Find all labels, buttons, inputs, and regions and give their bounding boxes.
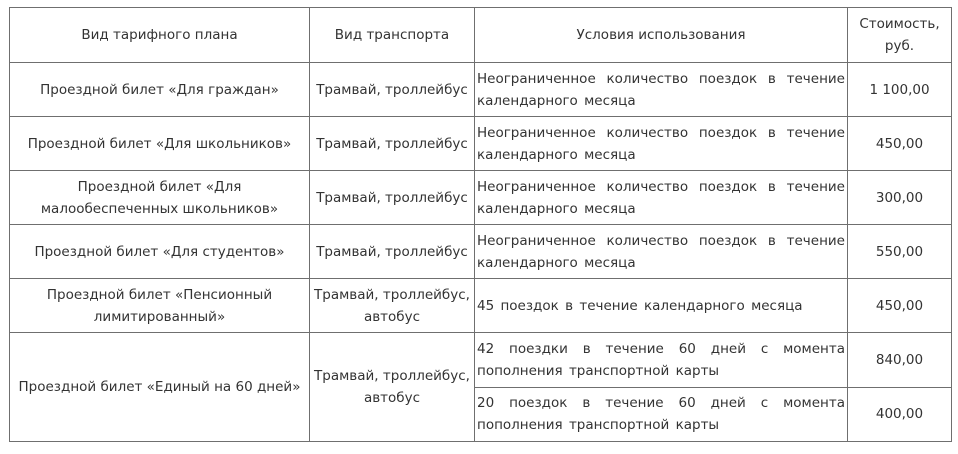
table-header-row xyxy=(10,8,952,63)
price-cell: 450,00 xyxy=(848,117,952,171)
plan-cell: Проездной билет «Для граждан» xyxy=(10,63,310,117)
plan-cell: Проездной билет «Для малообеспеченных школьников» xyxy=(10,171,310,225)
tariff-table xyxy=(9,7,952,442)
price-cell: 450,00 xyxy=(848,279,952,333)
header-plan: Вид тарифного плана xyxy=(10,8,310,63)
plan-cell: Проездной билет «Единый на 60 дней» xyxy=(10,333,310,442)
table-row xyxy=(10,117,952,171)
header-conditions: Условия использования xyxy=(475,8,848,63)
table-row xyxy=(10,225,952,279)
conditions-cell: 20 поездок в течение 60 дней с момента пополнения транспортной карты xyxy=(475,387,848,442)
table-row xyxy=(10,171,952,225)
conditions-cell: 45 поездок в течение календарного месяца xyxy=(475,279,848,333)
conditions-cell: 42 поездки в течение 60 дней с момента пополнения транспортной карты xyxy=(475,333,848,388)
conditions-cell: Неограниченное количество поездок в течение календарного месяца xyxy=(475,171,848,225)
plan-cell: Проездной билет «Для студентов» xyxy=(10,225,310,279)
price-cell: 1 100,00 xyxy=(848,63,952,117)
price-cell: 550,00 xyxy=(848,225,952,279)
transport-cell: Трамвай, троллейбус xyxy=(310,171,475,225)
transport-cell: Трамвай, троллейбус, автобус xyxy=(310,333,475,442)
price-cell: 840,00 xyxy=(848,333,952,388)
plan-cell: Проездной билет «Пенсионный лимитированный» xyxy=(10,279,310,333)
transport-cell: Трамвай, троллейбус xyxy=(310,63,475,117)
price-cell: 300,00 xyxy=(848,171,952,225)
transport-cell: Трамвай, троллейбус xyxy=(310,225,475,279)
header-price: Стоимость, руб. xyxy=(848,8,952,63)
header-transport: Вид транспорта xyxy=(310,8,475,63)
price-cell: 400,00 xyxy=(848,387,952,442)
table-row xyxy=(10,279,952,333)
table-row xyxy=(10,333,952,388)
conditions-cell: Неограниченное количество поездок в течение календарного месяца xyxy=(475,225,848,279)
transport-cell: Трамвай, троллейбус xyxy=(310,117,475,171)
conditions-cell: Неограниченное количество поездок в течение календарного месяца xyxy=(475,63,848,117)
plan-cell: Проездной билет «Для школьников» xyxy=(10,117,310,171)
table-row xyxy=(10,63,952,117)
conditions-cell: Неограниченное количество поездок в течение календарного месяца xyxy=(475,117,848,171)
transport-cell: Трамвай, троллейбус, автобус xyxy=(310,279,475,333)
